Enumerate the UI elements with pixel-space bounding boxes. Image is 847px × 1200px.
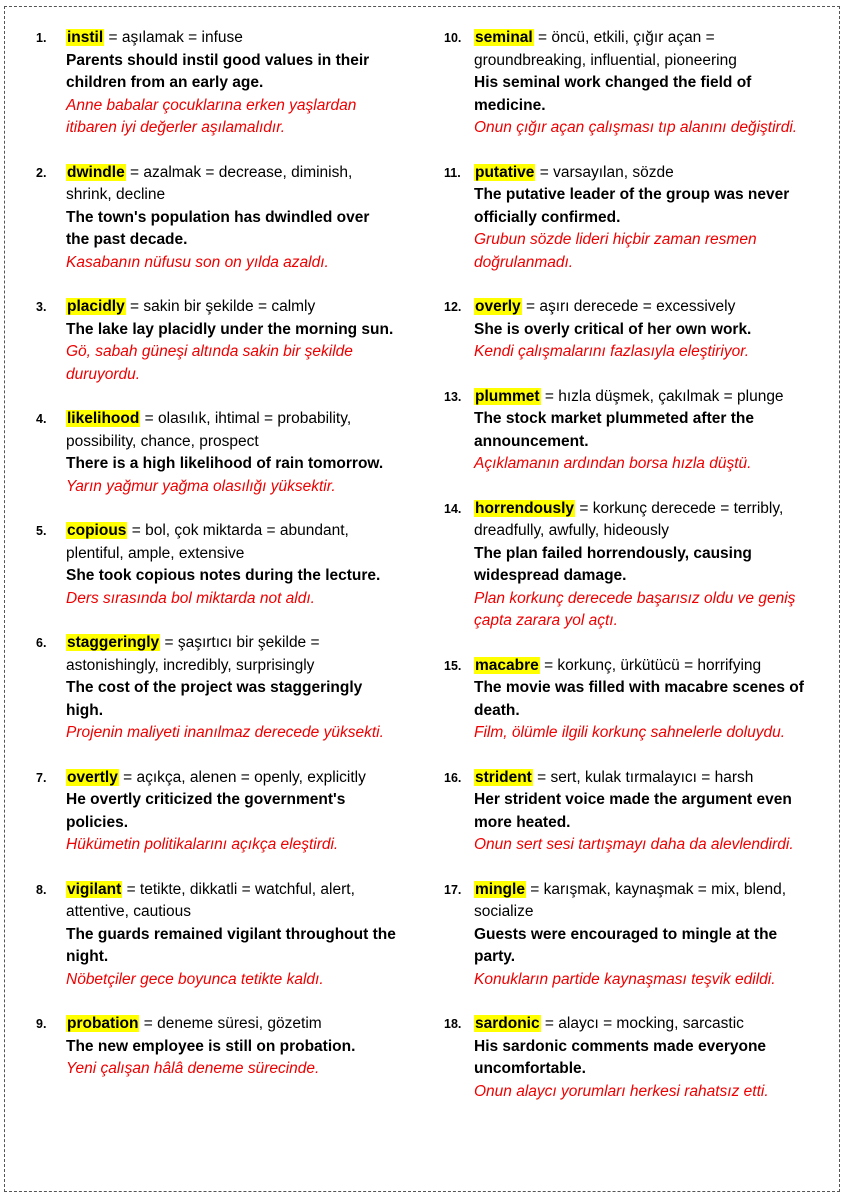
definition: = tetikte, dikkatli = watchful, alert, attentive, cautious	[66, 880, 355, 920]
example-sentence: There is a high likelihood of rain tomorrow.	[66, 455, 384, 472]
vocab-entry	[444, 879, 816, 992]
vocab-word: strident	[475, 768, 532, 786]
turkish-translation: Açıklamanın ardından borsa hızla düştü.	[474, 455, 752, 472]
vocab-entry	[444, 296, 816, 364]
turkish-translation: Kendi çalışmalarını fazlasıyla eleştiriyor.	[474, 343, 750, 360]
definition: = bol, çok miktarda = abundant, plentiful, ample, extensive	[66, 522, 349, 562]
vocab-entry	[444, 767, 816, 857]
vocab-word: vigilant	[67, 880, 122, 898]
entry-number: 9.	[36, 1017, 47, 1031]
vocab-word: sardonic	[475, 1015, 540, 1032]
vocab-word: overly	[475, 298, 521, 315]
definition: = korkunç derecede = terribly, dreadfully, awfully, hideously	[474, 499, 784, 539]
example-sentence: The guards remained vigilant throughout the night.	[66, 925, 396, 965]
vocab-word: copious	[67, 522, 127, 539]
definition: = korkunç, ürkütücü = horrifying	[539, 656, 762, 674]
turkish-translation: Yarın yağmur yağma olasılığı yüksektir.	[66, 477, 336, 495]
vocab-entry	[36, 1013, 396, 1081]
vocab-entry	[36, 27, 396, 140]
entry-number: 10.	[444, 31, 462, 45]
turkish-translation: Nöbetçiler gece boyunca tetikte kaldı.	[66, 970, 324, 988]
vocab-entry	[36, 632, 396, 745]
entry-number: 2.	[36, 165, 47, 180]
example-sentence: She took copious notes during the lecture.	[66, 567, 381, 584]
vocab-word: macabre	[475, 656, 539, 674]
turkish-translation: Yeni çalışan hâlâ deneme sürecinde.	[66, 1060, 320, 1077]
definition: = şaşırtıcı bir şekilde = astonishingly, incredibly, surprisingly	[66, 634, 320, 674]
vocab-word: putative	[475, 163, 535, 181]
entry-number: 13.	[444, 389, 462, 404]
vocab-entry	[444, 386, 816, 476]
vocab-word: instil	[67, 29, 104, 46]
example-sentence: She is overly critical of her own work.	[474, 320, 752, 338]
definition: = azalmak = decrease, diminish, shrink, decline	[66, 163, 353, 203]
vocab-entry	[36, 520, 396, 610]
turkish-translation: Onun sert sesi tartışmayı daha da alevlendirdi.	[474, 836, 794, 853]
definition: = alaycı = mocking, sarcastic	[540, 1015, 744, 1032]
vocab-entry	[444, 1013, 816, 1103]
definition: = öncü, etkili, çığır açan = groundbreaking, influential, pioneering	[474, 29, 737, 69]
definition: = sakin bir şekilde = calmly	[125, 298, 316, 315]
vocab-word: overtly	[67, 768, 118, 786]
vocab-word: dwindle	[67, 163, 125, 181]
entry-number: 4.	[36, 412, 47, 426]
entry-number: 17.	[444, 882, 462, 897]
turkish-translation: Projenin maliyeti inanılmaz derecede yüksekti.	[66, 724, 384, 741]
turkish-translation: Plan korkunç derecede başarısız oldu ve geniş çapta zarara yol açtı.	[474, 589, 796, 629]
definition: = sert, kulak tırmalayıcı = harsh	[532, 768, 754, 786]
example-sentence: The cost of the project was staggeringly high.	[66, 679, 363, 719]
turkish-translation: Onun alaycı yorumları herkesi rahatsız etti.	[474, 1082, 769, 1100]
entry-number: 3.	[36, 300, 47, 314]
vocab-word: horrendously	[475, 499, 575, 517]
definition: = aşırı derecede = excessively	[521, 298, 736, 315]
entry-number: 12.	[444, 300, 462, 314]
vocab-word: likelihood	[67, 410, 140, 427]
vocab-entry	[36, 296, 396, 386]
vocab-word: mingle	[475, 880, 525, 898]
entry-number: 7.	[36, 770, 47, 785]
definition: = deneme süresi, gözetim	[139, 1015, 322, 1032]
example-sentence: Her strident voice made the argument even more heated.	[474, 791, 792, 831]
turkish-translation: Konukların partide kaynaşması teşvik edildi.	[474, 970, 776, 988]
entry-number: 16.	[444, 770, 462, 785]
example-sentence: He overtly criticized the government's policies.	[66, 791, 346, 831]
turkish-translation: Ders sırasında bol miktarda not aldı.	[66, 589, 315, 607]
example-sentence: His seminal work changed the field of medicine.	[474, 74, 752, 114]
vocab-word: plummet	[475, 387, 540, 405]
example-sentence: The plan failed horrendously, causing widespread damage.	[474, 544, 752, 584]
example-sentence: The putative leader of the group was never officially confirmed.	[474, 186, 790, 226]
example-sentence: The lake lay placidly under the morning sun.	[66, 320, 394, 338]
example-sentence: His sardonic comments made everyone uncomfortable.	[474, 1037, 767, 1077]
vocab-entry	[444, 162, 816, 275]
vocab-entry	[444, 498, 816, 633]
turkish-translation: Kasabanın nüfusu son on yılda azaldı.	[66, 253, 329, 271]
left-column	[36, 27, 396, 1081]
vocab-entry	[444, 27, 816, 140]
definition: = olasılık, ihtimal = probability, possibility, chance, prospect	[66, 410, 352, 450]
turkish-translation: Film, ölümle ilgili korkunç sahnelerle doluydu.	[474, 724, 785, 741]
example-sentence: Parents should instil good values in their children from an early age.	[66, 51, 370, 91]
turkish-translation: Gö, sabah güneşi altında sakin bir şekilde duruyordu.	[66, 343, 353, 383]
entry-number: 6.	[36, 636, 47, 650]
example-sentence: The town's population has dwindled over the past decade.	[66, 208, 370, 248]
vocab-entry	[36, 162, 396, 275]
example-sentence: The movie was filled with macabre scenes of death.	[474, 679, 804, 719]
vocab-entry	[36, 767, 396, 857]
example-sentence: The new employee is still on probation.	[66, 1037, 356, 1055]
entry-number: 14.	[444, 501, 462, 516]
entry-number: 11.	[444, 165, 461, 180]
turkish-translation: Onun çığır açan çalışması tıp alanını değiştirdi.	[474, 119, 798, 136]
vocab-word: probation	[67, 1015, 139, 1032]
vocab-word: placidly	[67, 298, 125, 315]
definition: = aşılamak = infuse	[104, 29, 243, 46]
vocab-word: seminal	[475, 29, 533, 46]
vocab-entry	[36, 408, 396, 498]
entry-number: 5.	[36, 524, 47, 538]
turkish-translation: Hükümetin politikalarını açıkça eleştirdi.	[66, 836, 339, 853]
vocab-word: staggeringly	[67, 634, 160, 651]
example-sentence: The stock market plummeted after the announcement.	[474, 410, 754, 450]
turkish-translation: Grubun sözde lideri hiçbir zaman resmen doğrulanmadı.	[474, 231, 757, 271]
turkish-translation: Anne babalar çocuklarına erken yaşlardan itibaren iyi değerler aşılamalıdır.	[66, 96, 357, 136]
right-column	[444, 27, 816, 1103]
vocab-entry	[444, 655, 816, 745]
entry-number: 15.	[444, 658, 462, 673]
entry-number: 8.	[36, 882, 47, 897]
example-sentence: Guests were encouraged to mingle at the party.	[474, 925, 778, 965]
entry-number: 18.	[444, 1017, 462, 1031]
entry-number: 1.	[36, 31, 47, 45]
definition: = karışmak, kaynaşmak = mix, blend, socialize	[474, 880, 787, 920]
definition: = hızla düşmek, çakılmak = plunge	[540, 387, 784, 405]
definition: = açıkça, alenen = openly, explicitly	[118, 768, 366, 786]
vocab-entry	[36, 879, 396, 992]
definition: = varsayılan, sözde	[535, 163, 674, 181]
